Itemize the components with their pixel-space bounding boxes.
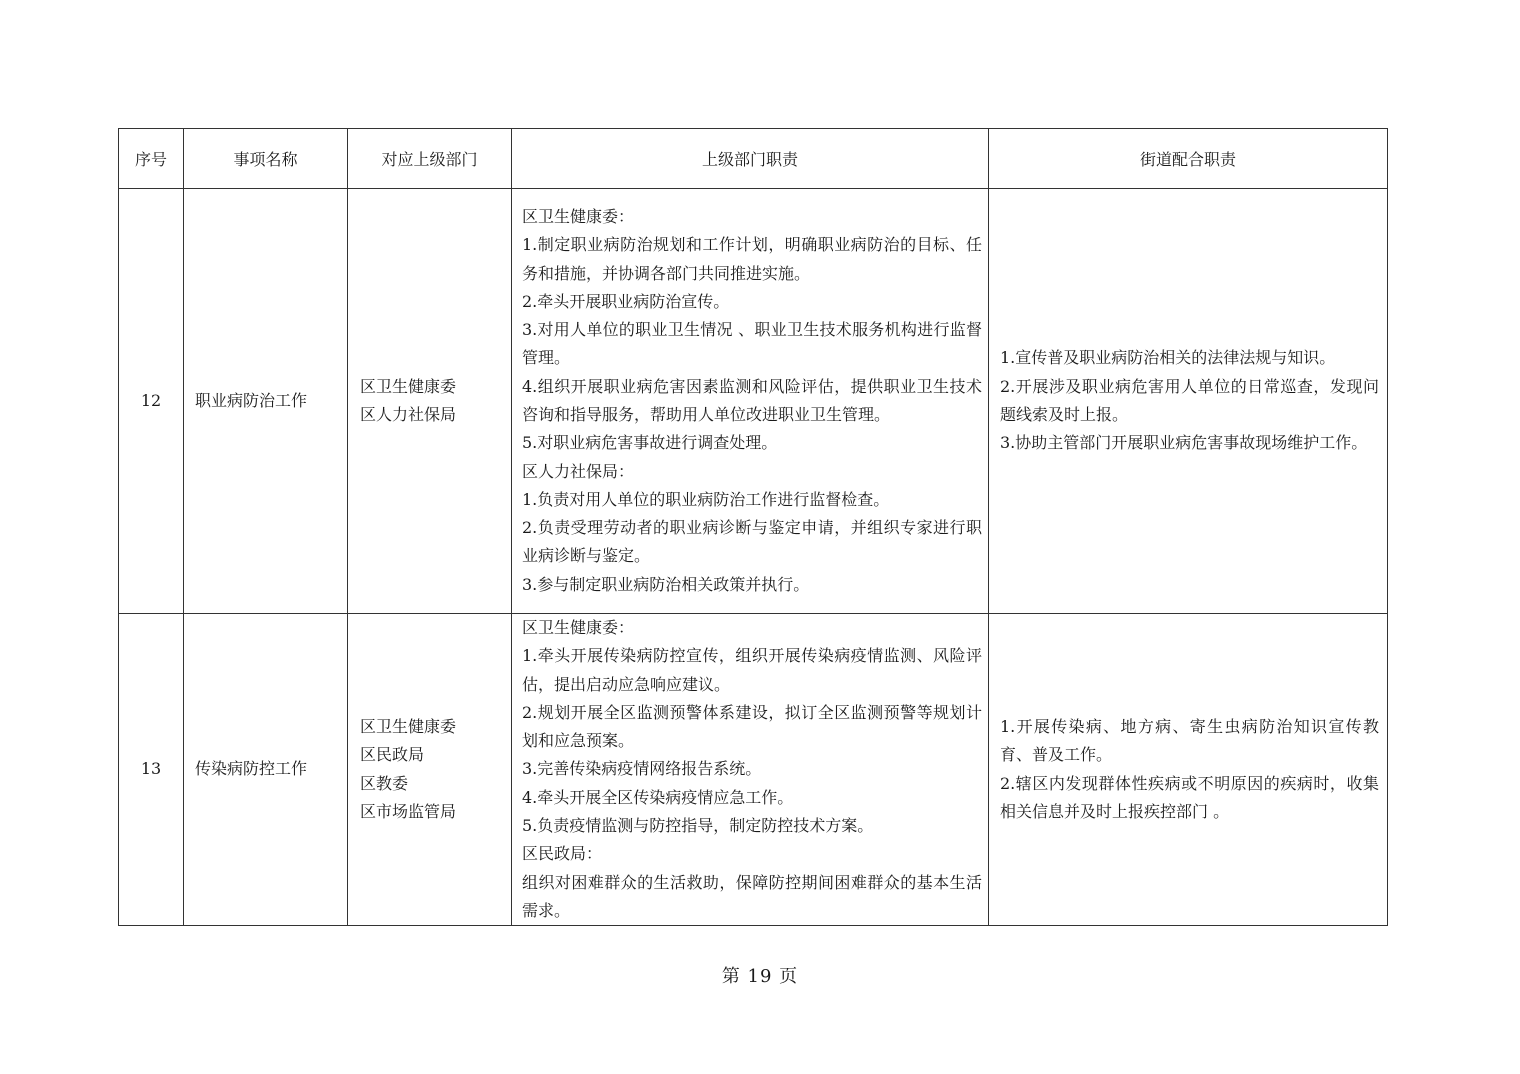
department-duties	[512, 614, 989, 926]
duty-line: 4.组织开展职业病危害因素监测和风险评估，提供职业卫生技术咨询和指导服务，帮助用人单位改进职业卫生管理。	[522, 376, 982, 424]
duty-line: 1.制定职业病防治规划和工作计划，明确职业病防治的目标、任务和措施，并协调各部门共同推进实施。	[522, 235, 982, 283]
duty-line: 3.对用人单位的职业卫生情况 、职业卫生技术服务机构进行监督管理。	[522, 320, 982, 368]
duty-line: 2.规划开展全区监测预警体系建设，拟订全区监测预警等规划计划和应急预案。	[522, 702, 982, 751]
street-duty-line: 3.协助主管部门开展职业病危害事故现场维护工作。	[1000, 433, 1368, 453]
table-header-row	[119, 129, 1388, 189]
duty-line: 区人力社保局：	[522, 461, 635, 481]
item-name: 职业病防治工作	[184, 189, 348, 614]
duty-line: 5.对职业病危害事故进行调查处理。	[522, 433, 778, 453]
page-number: 第 19 页	[721, 966, 799, 987]
street-duties	[989, 614, 1388, 926]
row-number: 13	[119, 614, 184, 926]
table-row	[119, 189, 1388, 614]
department: 区教委	[360, 773, 409, 793]
duty-table	[118, 128, 1388, 926]
duty-line: 1.牵头开展传染病防控宣传，组织开展传染病疫情监测、风险评估，提出启动应急响应建议。	[522, 646, 982, 694]
duty-line: 4.牵头开展全区传染病疫情应急工作。	[522, 787, 794, 807]
header-street-duties: 街道配合职责	[989, 129, 1388, 189]
item-name: 传染病防控工作	[184, 614, 348, 926]
duty-line: 1.负责对用人单位的职业病防治工作进行监督检查。	[522, 489, 890, 509]
duty-line: 3.参与制定职业病防治相关政策并执行。	[522, 574, 810, 594]
department-list	[348, 614, 512, 926]
duty-line: 2.牵头开展职业病防治宣传。	[522, 291, 730, 311]
street-duty-line: 2.辖区内发现群体性疾病或不明原因的疾病时，收集相关信息并及时上报疾控部门 。	[1000, 773, 1379, 821]
duty-line: 区卫生健康委：	[522, 206, 635, 226]
street-duty-line: 1.开展传染病、地方病、寄生虫病防治知识宣传教育、普及工作。	[1000, 717, 1379, 765]
duty-line: 5.负责疫情监测与防控指导，制定防控技术方案。	[522, 816, 874, 836]
header-department-duties: 上级部门职责	[512, 129, 989, 189]
department: 区卫生健康委	[360, 717, 457, 737]
department-list	[348, 189, 512, 614]
department: 区卫生健康委	[360, 376, 457, 396]
department: 区民政局	[360, 745, 425, 765]
department: 区人力社保局	[360, 405, 457, 424]
table-row	[119, 614, 1388, 926]
department: 区市场监管局	[360, 801, 457, 821]
header-no: 序号	[119, 129, 184, 189]
duty-line: 区民政局：	[522, 844, 603, 864]
street-duty-line: 1.宣传普及职业病防治相关的法律法规与知识。	[1000, 348, 1336, 368]
row-number: 12	[119, 189, 184, 614]
duty-line: 区卫生健康委：	[522, 618, 635, 637]
header-item-name: 事项名称	[184, 129, 348, 189]
duty-line: 2.负责受理劳动者的职业病诊断与鉴定申请，并组织专家进行职业病诊断与鉴定。	[522, 518, 982, 566]
duty-line: 组织对困难群众的生活救助，保障防控期间困难群众的基本生活需求。	[522, 872, 982, 920]
header-department: 对应上级部门	[348, 129, 512, 189]
duty-line: 3.完善传染病疫情网络报告系统。	[522, 759, 762, 779]
department-duties	[512, 189, 989, 614]
street-duties	[989, 189, 1388, 614]
street-duty-line: 2.开展涉及职业病危害用人单位的日常巡查，发现问题线索及时上报。	[1000, 376, 1379, 424]
